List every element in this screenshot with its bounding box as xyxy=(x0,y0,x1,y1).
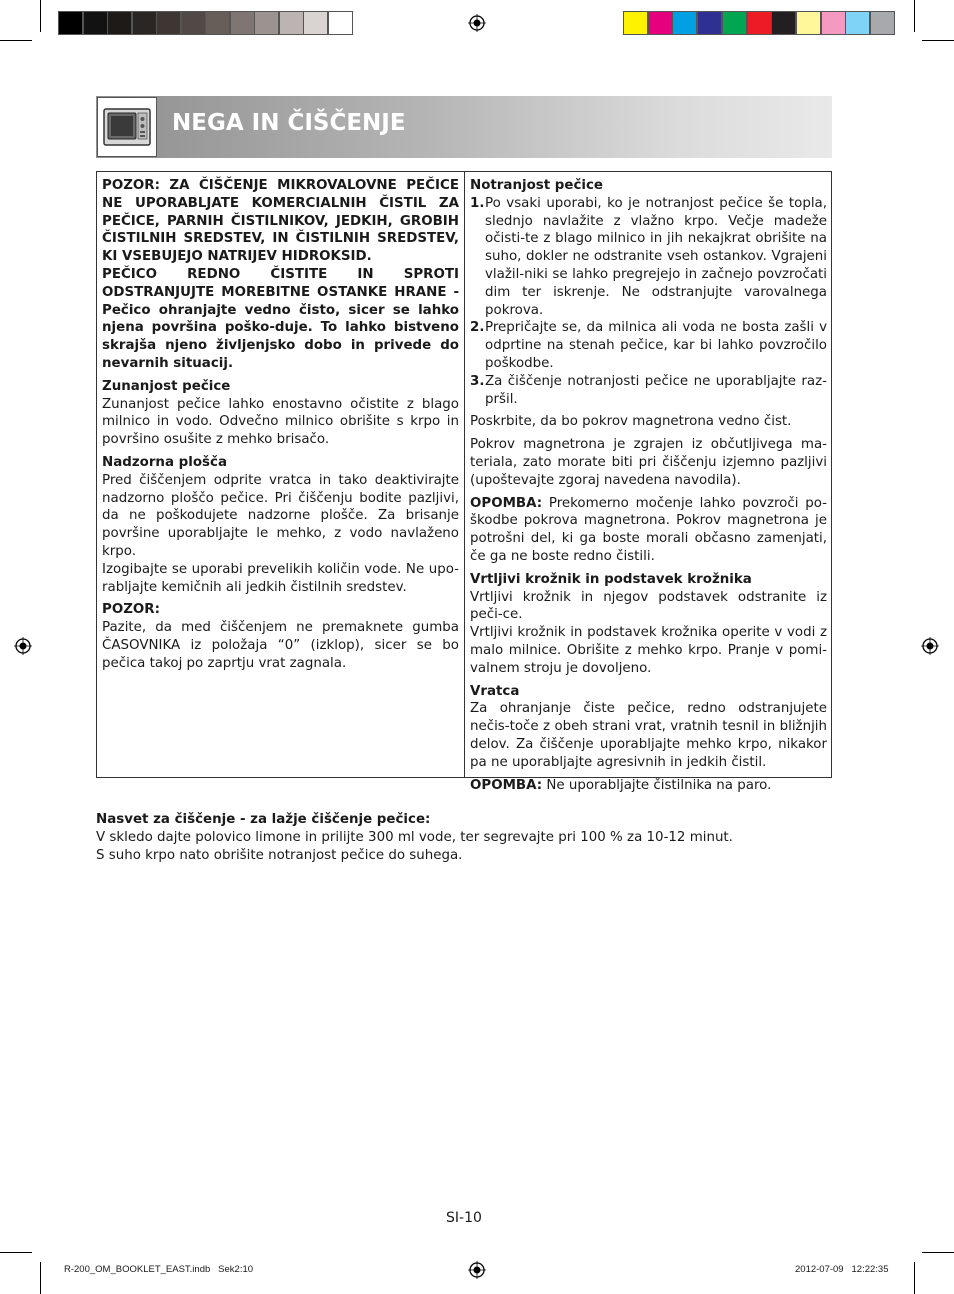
column-divider xyxy=(464,171,465,778)
magnetron-cover-text: Poskrbite, da bo pokrov magnetrona vedno čist. xyxy=(470,414,792,430)
gray-swatch xyxy=(132,11,157,35)
caution-text: Pazite, da med čiščenjem ne premaknete gumba ČASOVNIKA iz položaja “0” (izklop), sicer se bo pečica takoj po zaprtju vrat zagnala. xyxy=(102,620,459,671)
color-swatch xyxy=(845,11,870,35)
registration-mark-icon xyxy=(468,1261,486,1279)
crop-mark xyxy=(40,1262,41,1294)
page-number: SI-10 xyxy=(446,1210,482,1226)
registration-mark-icon xyxy=(921,637,939,655)
gray-swatch xyxy=(181,11,206,35)
color-swatch xyxy=(821,11,846,35)
crop-mark xyxy=(914,1262,915,1294)
note-text: Ne uporabljajte čistilnika na paro. xyxy=(542,777,772,793)
turntable-heading: Vrtljivi krožnik in podstavek krožnika xyxy=(470,571,752,587)
gray-swatch xyxy=(303,11,328,35)
registration-mark-icon xyxy=(468,14,486,32)
list-item-number: 1. xyxy=(470,195,485,211)
list-item-number: 2. xyxy=(470,320,485,336)
gray-swatch xyxy=(83,11,108,35)
gray-swatch xyxy=(107,11,132,35)
gray-swatch xyxy=(205,11,230,35)
color-swatch xyxy=(771,11,796,35)
tip-line: S suho krpo nato obrišite notranjost pečice do suhega. xyxy=(96,847,463,863)
list-item xyxy=(470,373,827,409)
color-swatch xyxy=(697,11,722,35)
caution-heading: POZOR: xyxy=(102,602,160,618)
interior-heading: Notranjost pečice xyxy=(470,178,604,193)
control-panel-text-2: Izogibajte se uporabi prevelikih količin vode. Ne upo-rabljajte kemičnih ali jedkih čistilnih sredstev. xyxy=(102,561,459,595)
page-title: NEGA IN ČIŠČENJE xyxy=(172,110,406,136)
list-item-text: Po vsaki uporabi, ko je notranjost pečice še topla, slednjo navlažite z vlažno krpo. Večje madeže očisti-te z blago milnico in jih nekajkrat obrišite na suho, dokler ne odstranite vseh ostankov. Vgrajeni vlažil-niki se lahko pregrejejo in začnejo povzročati dim ter iskrenje. Ne odstranjujte varovalnega pokrova. xyxy=(485,195,827,318)
color-swatch xyxy=(672,11,697,35)
turntable-text-2: Vrtljivi krožnik in podstavek krožnika operite v vodi z malo milnice. Obrišite z mehko krpo. Pranje v pomi-valnem stroju je dovoljeno. xyxy=(470,625,827,676)
warning-chemicals: POZOR: ZA ČIŠČENJE MIKROVALOVNE PEČICE NE UPORABLJATE KOMERCIALNIH ČISTIL ZA PEČICE, PARNIH ČISTILNIKOV, JEDKIH, GROBIH ČISTILNIH SREDSTEV, IN ČISTILNIH SREDSTEV, KI VSEBUJEJO NATRIJEV HIDROKSID. xyxy=(102,178,459,265)
right-column xyxy=(470,177,827,794)
magnetron-cover-text-2: Pokrov magnetrona je zgrajen iz občutljivega ma-teriala, zato morate biti pri čiščenju izjemno pazljivi (upoštevajte zgoraj navedena navodila). xyxy=(470,437,827,488)
note-magnetron xyxy=(470,495,827,566)
footer-file-info: R-200_OM_BOOKLET_EAST.indb Sek2:10 xyxy=(64,1264,254,1275)
crop-mark xyxy=(0,1252,32,1253)
note-label: OPOMBA: xyxy=(470,495,543,511)
crop-mark xyxy=(914,0,915,32)
left-column xyxy=(102,177,459,673)
footer-date: 2012-07-09 12:22:35 xyxy=(795,1264,889,1275)
header-icon-box xyxy=(97,97,157,157)
gray-swatch xyxy=(328,11,353,35)
control-panel-text: Pred čiščenjem odprite vratca in tako deaktivirajte nadzorno ploščo pečice. Pri čiščenju bodite pazljivi, da ne poškodujete nadzorne plošče. Za brisanje površine uporabljajte le mehko, z vodo navlaženo krpo. xyxy=(102,472,459,559)
door-text: Za ohranjanje čiste pečice, redno odstranjujete nečis-toče z obeh strani vrat, vratnih tesnil in bližnjih delov. Za čiščenje uporabljajte mehko krpo, nikakor pa ne uporabljajte agresivnih in jedkih čistil. xyxy=(470,701,827,770)
control-panel-heading: Nadzorna plošča xyxy=(102,454,227,470)
color-swatch xyxy=(722,11,747,35)
color-swatch xyxy=(623,11,648,35)
note-text: Prekomerno močenje lahko povzroči po-škodbe pokrova magnetrona. Pokrov magnetrona je potrošni del, ki ga boste morali občasno zamenjati, če ga ne boste redno čistili. xyxy=(470,495,827,564)
tip-line: V skledo dajte polovico limone in prilijte 300 ml vode, ter segrevajte pri 100 % za 10-12 minut. xyxy=(96,829,733,845)
list-item xyxy=(470,195,827,320)
gray-swatch xyxy=(156,11,181,35)
exterior-text: Zunanjost pečice lahko enostavno očistite z blago milnico in vodo. Odvečno milnico obrišite s krpo in površino osušite z mehko brisačo. xyxy=(102,396,459,448)
color-swatch xyxy=(870,11,895,35)
color-swatch xyxy=(796,11,821,35)
crop-mark xyxy=(922,40,954,41)
exterior-heading: Zunanjost pečice xyxy=(102,378,231,394)
list-item xyxy=(470,319,827,372)
crop-mark xyxy=(40,0,41,32)
color-swatch xyxy=(648,11,673,35)
gray-swatch xyxy=(58,11,83,35)
cleaning-tip xyxy=(96,811,832,864)
gray-swatch xyxy=(279,11,304,35)
door-heading: Vratca xyxy=(470,683,520,699)
registration-mark-icon xyxy=(14,637,32,655)
gray-swatch xyxy=(230,11,255,35)
list-item-text: Za čiščenje notranjosti pečice ne uporabljajte raz-pršil. xyxy=(485,373,827,407)
gray-swatch xyxy=(254,11,279,35)
note-steam xyxy=(470,777,827,795)
crop-mark xyxy=(0,40,32,41)
list-item-number: 3. xyxy=(470,373,485,389)
turntable-text: Vrtljivi krožnik in njegov podstavek odstranite iz peči-ce. xyxy=(470,589,827,623)
color-swatch xyxy=(747,11,772,35)
tip-heading: Nasvet za čiščenje - za lažje čiščenje pečice: xyxy=(96,812,431,827)
warning-regular-cleaning: PEČICO REDNO ČISTITE IN SPROTI ODSTRANJUJTE MOREBITNE OSTANKE HRANE - Pečico ohranjajte vedno čisto, sicer se lahko njena površina poško-duje. To lahko bistveno skrajša njeno življenjsko dobo in privede do nevarnih situacij. xyxy=(102,266,459,371)
crop-mark xyxy=(922,1252,954,1253)
note-label: OPOMBA: xyxy=(470,777,543,793)
microwave-icon xyxy=(98,98,156,156)
list-item-text: Prepričajte se, da milnica ali voda ne bosta zašli v odprtine na stenah pečice, kar bi lahko povzročilo poškodbe. xyxy=(485,320,827,371)
